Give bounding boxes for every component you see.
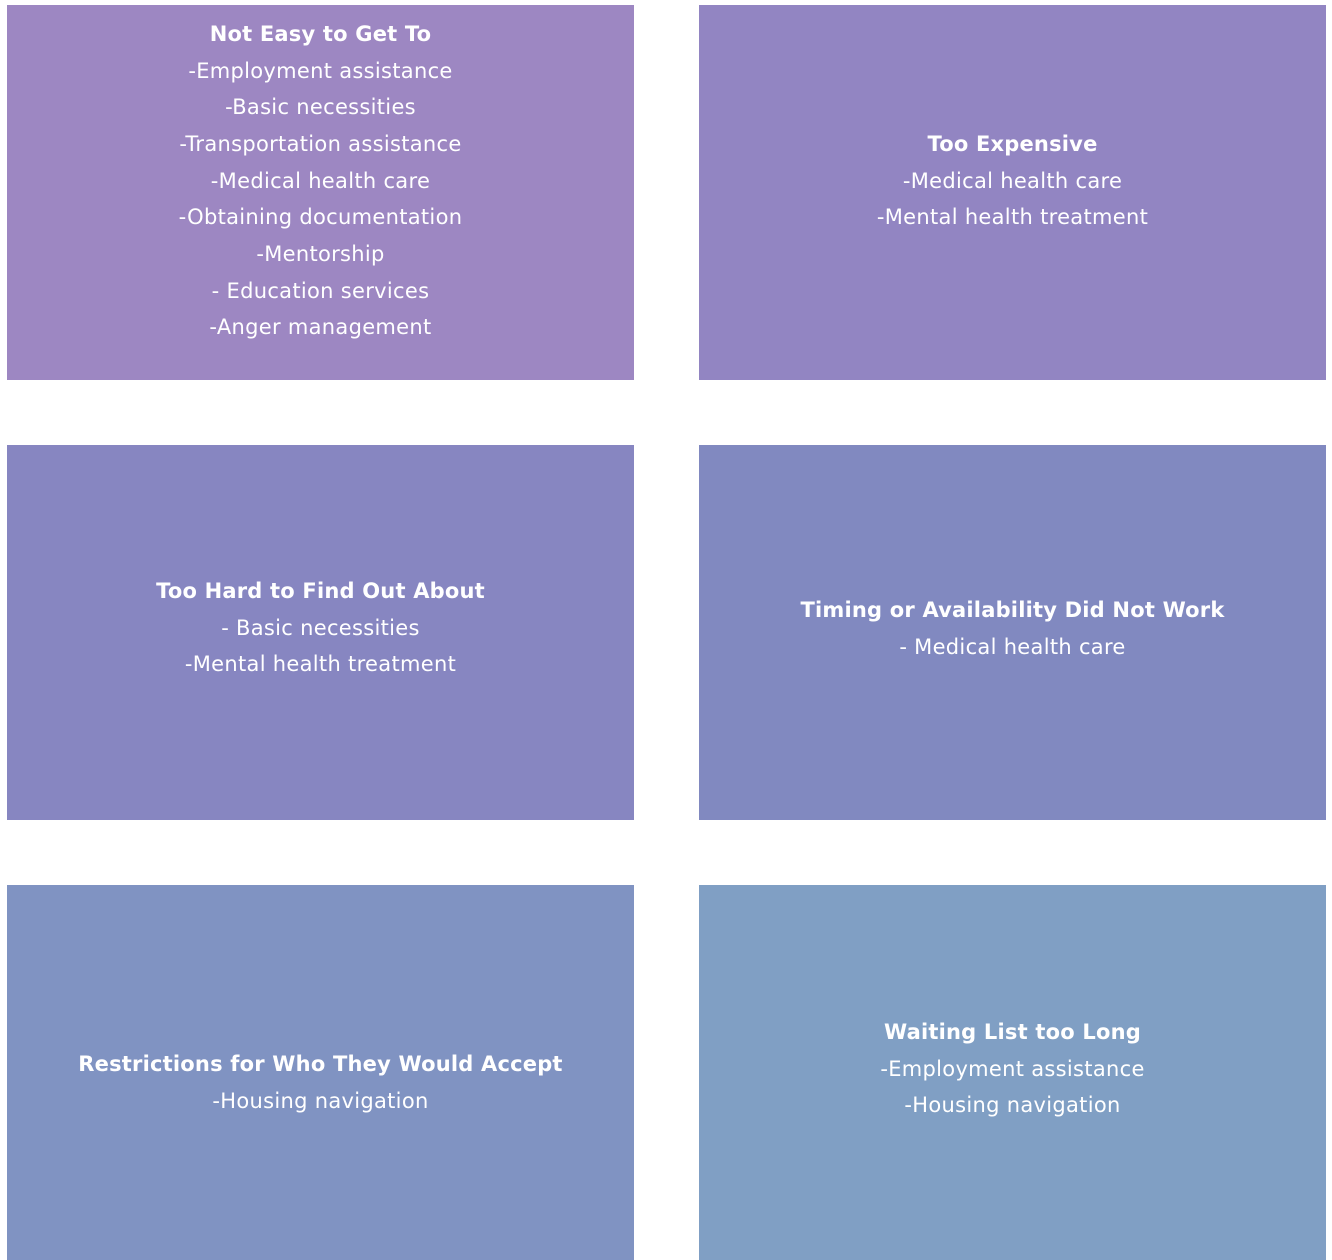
card-item: -Basic necessities bbox=[225, 95, 416, 120]
card-content bbox=[880, 1014, 1144, 1124]
card-not-easy-to-get-to bbox=[7, 5, 634, 380]
card-item: -Housing navigation bbox=[904, 1093, 1121, 1118]
card-item: -Anger management bbox=[209, 315, 432, 340]
card-item: -Mental health treatment bbox=[184, 652, 457, 677]
card-item: -Transportation assistance bbox=[179, 131, 462, 156]
card-item: -Medical health care bbox=[210, 168, 431, 193]
card-item: -Mental health treatment bbox=[876, 205, 1149, 230]
card-title: Too Expensive bbox=[927, 131, 1098, 156]
card-item: -Medical health care bbox=[902, 168, 1123, 193]
card-item: -Housing navigation bbox=[212, 1088, 429, 1113]
card-item: -Employment assistance bbox=[188, 58, 453, 83]
card-item: - Education services bbox=[211, 278, 430, 303]
card-waiting-list-too-long bbox=[699, 885, 1326, 1260]
card-item: -Employment assistance bbox=[880, 1056, 1145, 1081]
card-item: -Mentorship bbox=[256, 242, 385, 267]
card-content bbox=[179, 16, 463, 346]
card-title: Not Easy to Get To bbox=[209, 21, 432, 46]
card-item: -Obtaining documentation bbox=[178, 205, 463, 230]
card-content bbox=[78, 1046, 562, 1119]
card-too-expensive bbox=[699, 5, 1326, 380]
card-content bbox=[877, 126, 1148, 236]
card-restrictions bbox=[7, 885, 634, 1260]
card-content bbox=[800, 592, 1224, 665]
card-content bbox=[156, 573, 485, 683]
card-title: Too Hard to Find Out About bbox=[156, 578, 485, 603]
card-title: Restrictions for Who They Would Accept bbox=[78, 1051, 563, 1076]
card-title: Timing or Availability Did Not Work bbox=[800, 598, 1225, 623]
card-too-hard-to-find-out-about bbox=[7, 445, 634, 820]
card-item: - Medical health care bbox=[899, 635, 1126, 659]
card-item: - Basic necessities bbox=[221, 615, 420, 640]
card-timing-or-availability bbox=[699, 445, 1326, 820]
card-title: Waiting List too Long bbox=[884, 1019, 1141, 1044]
